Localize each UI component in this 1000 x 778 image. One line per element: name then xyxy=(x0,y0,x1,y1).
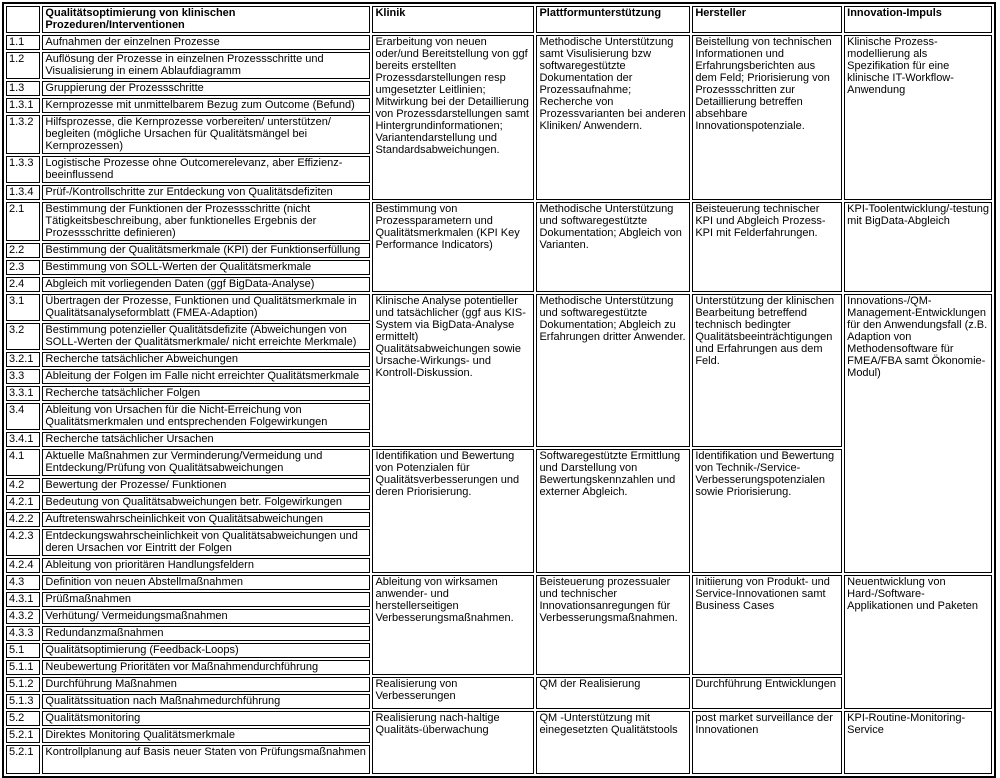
row-description: Bestimmung der Qualitätsmerkmale (KPI) der Funktionserfüllung xyxy=(42,243,370,258)
hersteller-cell: Beistellung von technischen Informationen und Erfahrungsberichten aus dem Feld; Priorisierung von Prozessschritten zur Detaillierung betreffen absehbare Innovationspotenziale. xyxy=(692,35,842,200)
row-description: Bewertung der Prozesse/ Funktionen xyxy=(42,478,370,493)
row-description: Auflösung der Prozesse in einzelnen Prozessschritte und Visualisierung in einem Ablaufdiagramm xyxy=(42,52,370,79)
innovation-cell: Innovations-/QM-Management-Entwicklungen für den Anwendungsfall (z.B. Adaption von Methodensoftware für FMEA/FBA samt Ökonomie-Modul) xyxy=(844,294,992,573)
row-number: 3.4 xyxy=(6,403,40,430)
row-number: 1.3.2 xyxy=(6,115,40,154)
row-description: Recherche tatsächlicher Ursachen xyxy=(42,432,370,447)
innovation-cell: Klinische Prozess-modellierung als Spezifikation für eine klinische IT-Workflow-Anwendung xyxy=(844,35,992,200)
row-number: 5.2.1 xyxy=(6,745,40,774)
row-number: 5.1.3 xyxy=(6,694,40,709)
row-number: 3.4.1 xyxy=(6,432,40,447)
row-number: 1.2 xyxy=(6,52,40,79)
row-description: Prüßmaßnahmen xyxy=(42,592,370,607)
row-description: Übertragen der Prozesse, Funktionen und Qualitätsmerkmale in Qualitätsanalyseformblatt (FMEA-Adaption) xyxy=(42,294,370,321)
row-description: Direktes Monitoring Qualitätsmerkmale xyxy=(42,728,370,743)
row-number: 3.1 xyxy=(6,294,40,321)
row-description: Ableitung von Ursachen für die Nicht-Erreichung von Qualitätsmerkmalen und entsprechenden Folgewirkungen xyxy=(42,403,370,430)
table-row xyxy=(6,35,992,50)
row-number: 1.3.4 xyxy=(6,185,40,200)
row-number: 4.2.2 xyxy=(6,512,40,527)
row-description: Bestimmung der Funktionen der Prozessschritte (nicht Tätigkeitsbeschreibung, aber funktionelles Ergebnis der Prozessschritte definieren) xyxy=(42,202,370,241)
hersteller-cell: Initiierung von Produkt- und Service-Innovationen samt Business Cases xyxy=(692,575,842,675)
row-description: Hilfsprozesse, die Kernprozesse vorbereiten/ unterstützen/ begleiten (mögliche Ursachen für Qualitätsmängel bei Kernprozessen) xyxy=(42,115,370,154)
row-number: 4.3.3 xyxy=(6,626,40,641)
plattform-cell: Methodische Unterstützung und softwaregestützte Dokumentation; Abgleich zu Erfahrungen dritter Anwender. xyxy=(536,294,690,447)
hersteller-cell: post market surveillance der Innovationen xyxy=(692,711,842,774)
row-number: 2.4 xyxy=(6,277,40,292)
row-number: 1.3.3 xyxy=(6,156,40,183)
row-number: 1.3 xyxy=(6,81,40,96)
row-description: Qualitätssituation nach Maßnahmedurchführung xyxy=(42,694,370,709)
row-number: 4.2.3 xyxy=(6,529,40,556)
row-number: 5.1 xyxy=(6,643,40,658)
row-number: 5.1.2 xyxy=(6,677,40,692)
row-number: 4.2.4 xyxy=(6,558,40,573)
plattform-cell: Softwaregestützte Ermittlung und Darstellung von Bewertungskennzahlen und externer Abgleich. xyxy=(536,449,690,573)
row-number: 2.2 xyxy=(6,243,40,258)
row-description: Aktuelle Maßnahmen zur Verminderung/Vermeidung und Entdeckung/Prüfung von Qualitätsabweichungen xyxy=(42,449,370,476)
row-number: 3.2.1 xyxy=(6,352,40,367)
table-row xyxy=(6,294,992,321)
row-description: Verhütung/ Vermeidungsmaßnahmen xyxy=(42,609,370,624)
row-description: Recherche tatsächlicher Folgen xyxy=(42,386,370,401)
plattform-cell: QM -Unterstützung mit einegesetzten Qualitätstools xyxy=(536,711,690,774)
corner-header-cell xyxy=(6,6,40,33)
row-description: Kernprozesse mit unmittelbarem Bezug zum Outcome (Befund) xyxy=(42,98,370,113)
hersteller-cell: Unterstützung der klinischen Bearbeitung betreffend technisch bedingter Qualitätsbeeinträchtigungen und Erfahrungen aus dem Feld. xyxy=(692,294,842,447)
column-header-hersteller: Hersteller xyxy=(692,6,842,33)
hersteller-cell: Durchführung Entwicklungen xyxy=(692,677,842,709)
plattform-cell: Methodische Unterstützung samt Visulisierung bzw softwaregestützte Dokumentation der Prozessaufnahme; Recherche von Prozessvarianten bei anderen Kliniken/ Anwendern. xyxy=(536,35,690,200)
row-number: 2.1 xyxy=(6,202,40,241)
row-number: 5.2 xyxy=(6,711,40,726)
table-row xyxy=(6,202,992,241)
row-number: 4.3 xyxy=(6,575,40,590)
row-number: 4.3.2 xyxy=(6,609,40,624)
row-description: Redundanzmaßnahmen xyxy=(42,626,370,641)
plattform-cell: Beisteuerung prozessualer und technischer Innovationsanregungen für Verbesserungsmaßnahmen. xyxy=(536,575,690,675)
row-description: Ableitung der Folgen im Falle nicht erreichter Qualitätsmerkmale xyxy=(42,369,370,384)
plattform-cell: Methodische Unterstützung und softwaregestützte Dokumentation; Abgleich von Varianten. xyxy=(536,202,690,292)
row-number: 4.2 xyxy=(6,478,40,493)
innovation-cell: Neuentwicklung von Hard-/Software-Applikationen und Paketen xyxy=(844,575,992,709)
row-number: 5.2.1 xyxy=(6,728,40,743)
row-number: 1.1 xyxy=(6,35,40,50)
column-header-innovation: Innovation-Impuls xyxy=(844,6,992,33)
header-row xyxy=(6,6,992,33)
row-description: Aufnahmen der einzelnen Prozesse xyxy=(42,35,370,50)
row-number: 5.1.1 xyxy=(6,660,40,675)
column-header-plattform: Plattformunterstützung xyxy=(536,6,690,33)
row-number: 4.1 xyxy=(6,449,40,476)
row-description: Entdeckungswahrscheinlichkeit von Qualitätsabweichungen und deren Ursachen vor Eintritt der Folgen xyxy=(42,529,370,556)
row-description: Bestimmung potenzieller Qualitätsdefizite (Abweichungen von SOLL-Werten der Qualitätsmerkmale/ nicht erreichte Merkmale) xyxy=(42,323,370,350)
klinik-cell: Klinische Analyse potentieller und tatsächlicher (ggf aus KIS-System via BigData-Analyse ermittelt) Qualitätsabweichungen sowie Ursache-Wirkungs- und Kontroll-Diskussion. xyxy=(372,294,534,447)
row-description: Qualitätsmonitoring xyxy=(42,711,370,726)
innovation-cell: KPI-Toolentwicklung/-testung mit BigData-Abgleich xyxy=(844,202,992,292)
hersteller-cell: Identifikation und Bewertung von Technik-/Service-Verbesserungspotenzialen sowie Priorisierung. xyxy=(692,449,842,573)
klinik-cell: Erarbeitung von neuen oder/und Bereitstellung von ggf bereits erstellten Prozessdarstellungen resp umgesetzter Leitlinien; Mitwirkung bei der Detaillierung von Prozessdarstellungen samt Hintergrundinformationen; Variantendarstellung und Standardsabweichungen. xyxy=(372,35,534,200)
row-number: 3.2 xyxy=(6,323,40,350)
row-number: 4.3.1 xyxy=(6,592,40,607)
row-description: Kontrollplanung auf Basis neuer Staten von Prüfungsmaßnahmen xyxy=(42,745,370,774)
row-description: Logistische Prozesse ohne Outcomerelevanz, aber Effizienz-beeinflussend xyxy=(42,156,370,183)
row-description: Neubewertung Prioritäten vor Maßnahmendurchführung xyxy=(42,660,370,675)
klinik-cell: Ableitung von wirksamen anwender- und herstellerseitigen Verbesserungsmaßnahmen. xyxy=(372,575,534,675)
innovation-cell: KPI-Routine-Monitoring-Service xyxy=(844,711,992,774)
row-description: Definition von neuen Abstellmaßnahmen xyxy=(42,575,370,590)
row-number: 1.3.1 xyxy=(6,98,40,113)
table-row xyxy=(6,711,992,726)
row-description: Durchführung Maßnahmen xyxy=(42,677,370,692)
row-description: Prüf-/Kontrollschritte zur Entdeckung von Qualitätsdefiziten xyxy=(42,185,370,200)
row-number: 3.3.1 xyxy=(6,386,40,401)
row-description: Abgleich mit vorliegenden Daten (ggf BigData-Analyse) xyxy=(42,277,370,292)
row-description: Bestimmung von SOLL-Werten der Qualitätsmerkmale xyxy=(42,260,370,275)
klinik-cell: Identifikation und Bewertung von Potenzialen für Qualitätsverbesserungen und deren Priorisierung. xyxy=(372,449,534,573)
column-header-description: Qualitätsoptimierung von klinischen Prozeduren/Interventionen xyxy=(42,6,370,33)
row-description: Gruppierung der Prozessschritte xyxy=(42,81,370,96)
row-number: 3.3 xyxy=(6,369,40,384)
row-description: Qualitätsoptimierung (Feedback-Loops) xyxy=(42,643,370,658)
row-description: Recherche tatsächlicher Abweichungen xyxy=(42,352,370,367)
row-number: 2.3 xyxy=(6,260,40,275)
hersteller-cell: Beisteuerung technischer KPI und Abgleich Prozess-KPI mit Felderfahrungen. xyxy=(692,202,842,292)
row-description: Auftretenswahrscheinlichkeit von Qualitätsabweichungen xyxy=(42,512,370,527)
klinik-cell: Realisierung nach-haltige Qualitäts-überwachung xyxy=(372,711,534,774)
row-description: Ableitung von prioritären Handlungsfeldern xyxy=(42,558,370,573)
klinik-cell: Realisierung von Verbesserungen xyxy=(372,677,534,709)
klinik-cell: Bestimmung von Prozessparametern und Qualitätsmerkmalen (KPI Key Performance Indicators) xyxy=(372,202,534,292)
row-description: Bedeutung von Qualitätsabweichungen betr. Folgewirkungen xyxy=(42,495,370,510)
plattform-cell: QM der Realisierung xyxy=(536,677,690,709)
quality-optimization-matrix-table xyxy=(2,2,996,778)
table-row xyxy=(6,575,992,590)
row-number: 4.2.1 xyxy=(6,495,40,510)
column-header-klinik: Klinik xyxy=(372,6,534,33)
